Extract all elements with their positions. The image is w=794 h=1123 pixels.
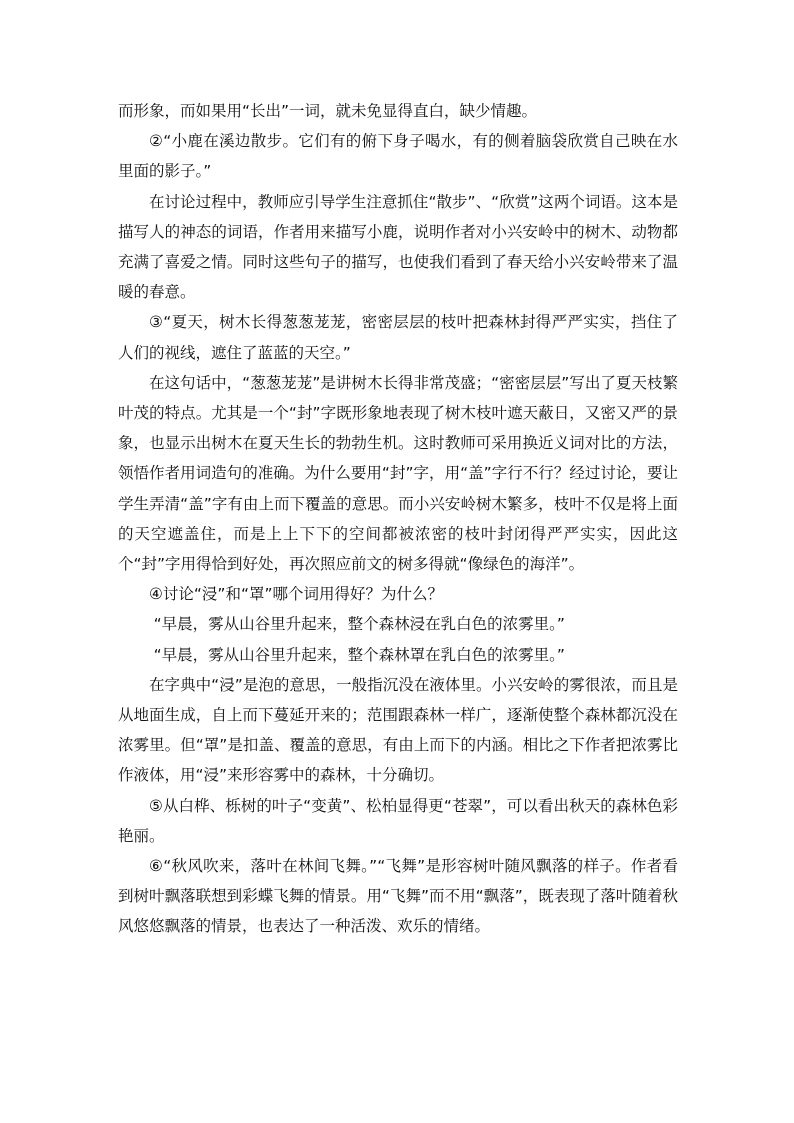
paragraph-continuation: 而形象，而如果用“长出”一词，就未免显得直白，缺少情趣。 — [118, 102, 538, 120]
paragraph-discussion-3: 在这句话中，“葱葱茏茏”是讲树木长得非常茂盛；“密密层层”写出了夏天枝繁叶茂的特点。尤其是一个“封”字既形象地表现了树木枝叶遮天蔽日，又密又严的景象，也显示出树木在夏天生长的勃勃生机。这时教师可采用换近义词对比的方法，领悟作者用词造句的准确。为什么要用“封”字，用“盖”字行不行？经过讨论，要让学生弄清“盖”字有由上而下覆盖的意思。而小兴安岭树木繁多，枝叶不仅是将上面的天空遮盖住，而是上上下下的空间都被浓密的枝叶封闭得严严实实，因此这个“封”字用得恰到好处，再次照应前文的树多得就“像绿色的海洋”。 — [118, 373, 678, 574]
paragraph-example-3: ③“夏天，树木长得葱葱茏茏，密密层层的枝叶把森林封得严严实实，挡住了人们的视线，遮住了蓝蓝的天空。” — [118, 313, 678, 362]
paragraph-example-5: ⑤从白桦、栎树的叶子“变黄”、松柏显得更“苍翠”，可以看出秋天的森林色彩艳丽。 — [118, 796, 678, 845]
paragraph-discussion-2: 在讨论过程中，教师应引导学生注意抓住“散步”、“欣赏”这两个词语。这本是描写人的神态的词语，作者用来描写小鹿，说明作者对小兴安岭中的树木、动物都充满了喜爱之情。同时这些句子的描写，也使我们看到了春天给小兴安岭带来了温暖的春意。 — [118, 192, 678, 302]
paragraph-example-2: ②“小鹿在溪边散步。它们有的俯下身子喝水，有的侧着脑袋欣赏自己映在水里面的影子。” — [118, 132, 678, 181]
paragraph-discussion-4: 在字典中“浸”是泡的意思，一般指沉没在液体里。小兴安岭的雾很浓，而且是从地面生成，自上而下蔓延开来的；范围跟森林一样广，逐渐使整个森林都沉没在浓雾里。但“罩”是扣盖、覆盖的意思，有由上而下的内涵。相比之下作者把浓雾比作液体，用“浸”来形容雾中的森林，十分确切。 — [118, 675, 678, 785]
quote-sentence-jin: “早晨，雾从山谷里升起来，整个森林浸在乳白色的浓雾里。” — [153, 615, 565, 634]
document-page — [118, 96, 678, 942]
paragraph-example-4: ④讨论“浸”和“罩”哪个词用得好？为什么？ — [149, 585, 444, 604]
quote-sentence-zhao: “早晨，雾从山谷里升起来，整个森林罩在乳白色的浓雾里。” — [153, 645, 565, 664]
paragraph-example-6: ⑥“秋风吹来，落叶在林间飞舞。”“飞舞”是形容树叶随风飘落的样子。作者看到树叶飘落联想到彩蝶飞舞的情景。用“飞舞”而不用“飘落”，既表现了落叶随着秋风悠悠飘落的情景，也表达了一种活泼、欢乐的情绪。 — [118, 857, 678, 936]
